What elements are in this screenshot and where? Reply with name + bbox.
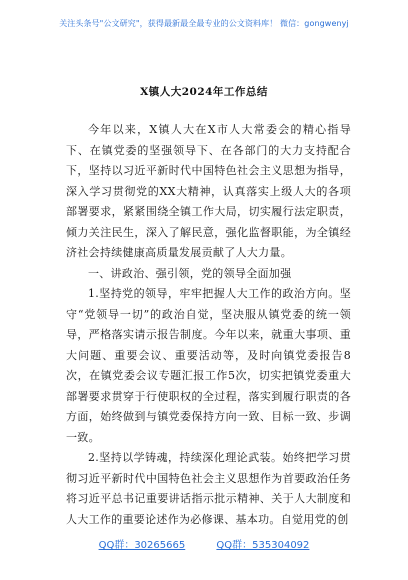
document-title: X镇人大2024年工作总结 <box>140 86 268 98</box>
footer <box>0 536 408 551</box>
header-banner: 关注头条号"公文研究"，获得最新最全最专业的公文资料库！ 微信：gongwenyj <box>59 19 349 28</box>
section-heading: 一、讲政治、强引领，党的领导全面加强 <box>88 266 292 280</box>
document-body <box>66 120 351 530</box>
paragraph-item-1: 1.坚持党的领导，牢牢把握人大工作的政治方向。坚守“党领导一切”的政治自觉，坚决服从镇党委的统一领导，严格落实请示报告制度。今年以来，就重大事项、重大问题、重要会议、重要活动等，及时向镇党委报告8次，在镇党委会议专题汇报工作5次，切实把镇党委重大部署要求贯穿于行使职权的全过程，落实到履行职责的各方面，始终做到与镇党委保持方向一致、目标一致、步调一致。 <box>66 287 351 444</box>
paragraph-intro: 今年以来，X镇人大在X市人大常委会的精心指导下、在镇党委的坚强领导下、在各部门的大力支持配合下，坚持以习近平新时代中国特色社会主义思想为指导，深入学习贯彻党的XX大精神，认真落实上级人大的各项部署要求，紧紧围绕全镇工作大局，切实履行法定职责，倾力关注民生，深入了解民意，强化监督职能，为全镇经济社会持续健康高质量发展贡献了人大力量。 <box>66 123 351 259</box>
paragraph-item-2: 2.坚持以学铸魂，持续深化理论武装。始终把学习贯彻习近平新时代中国特色社会主义思想作为首要政治任务将习近平总书记重要讲话指示批示精神、关于人大制度和人大工作的重要论述作为必修课、基本功。自觉用党的创 <box>66 451 351 526</box>
qq-group-link-2[interactable]: QQ群：535304092 <box>216 540 310 551</box>
qq-group-link-1[interactable]: QQ群：30265665 <box>98 540 186 551</box>
